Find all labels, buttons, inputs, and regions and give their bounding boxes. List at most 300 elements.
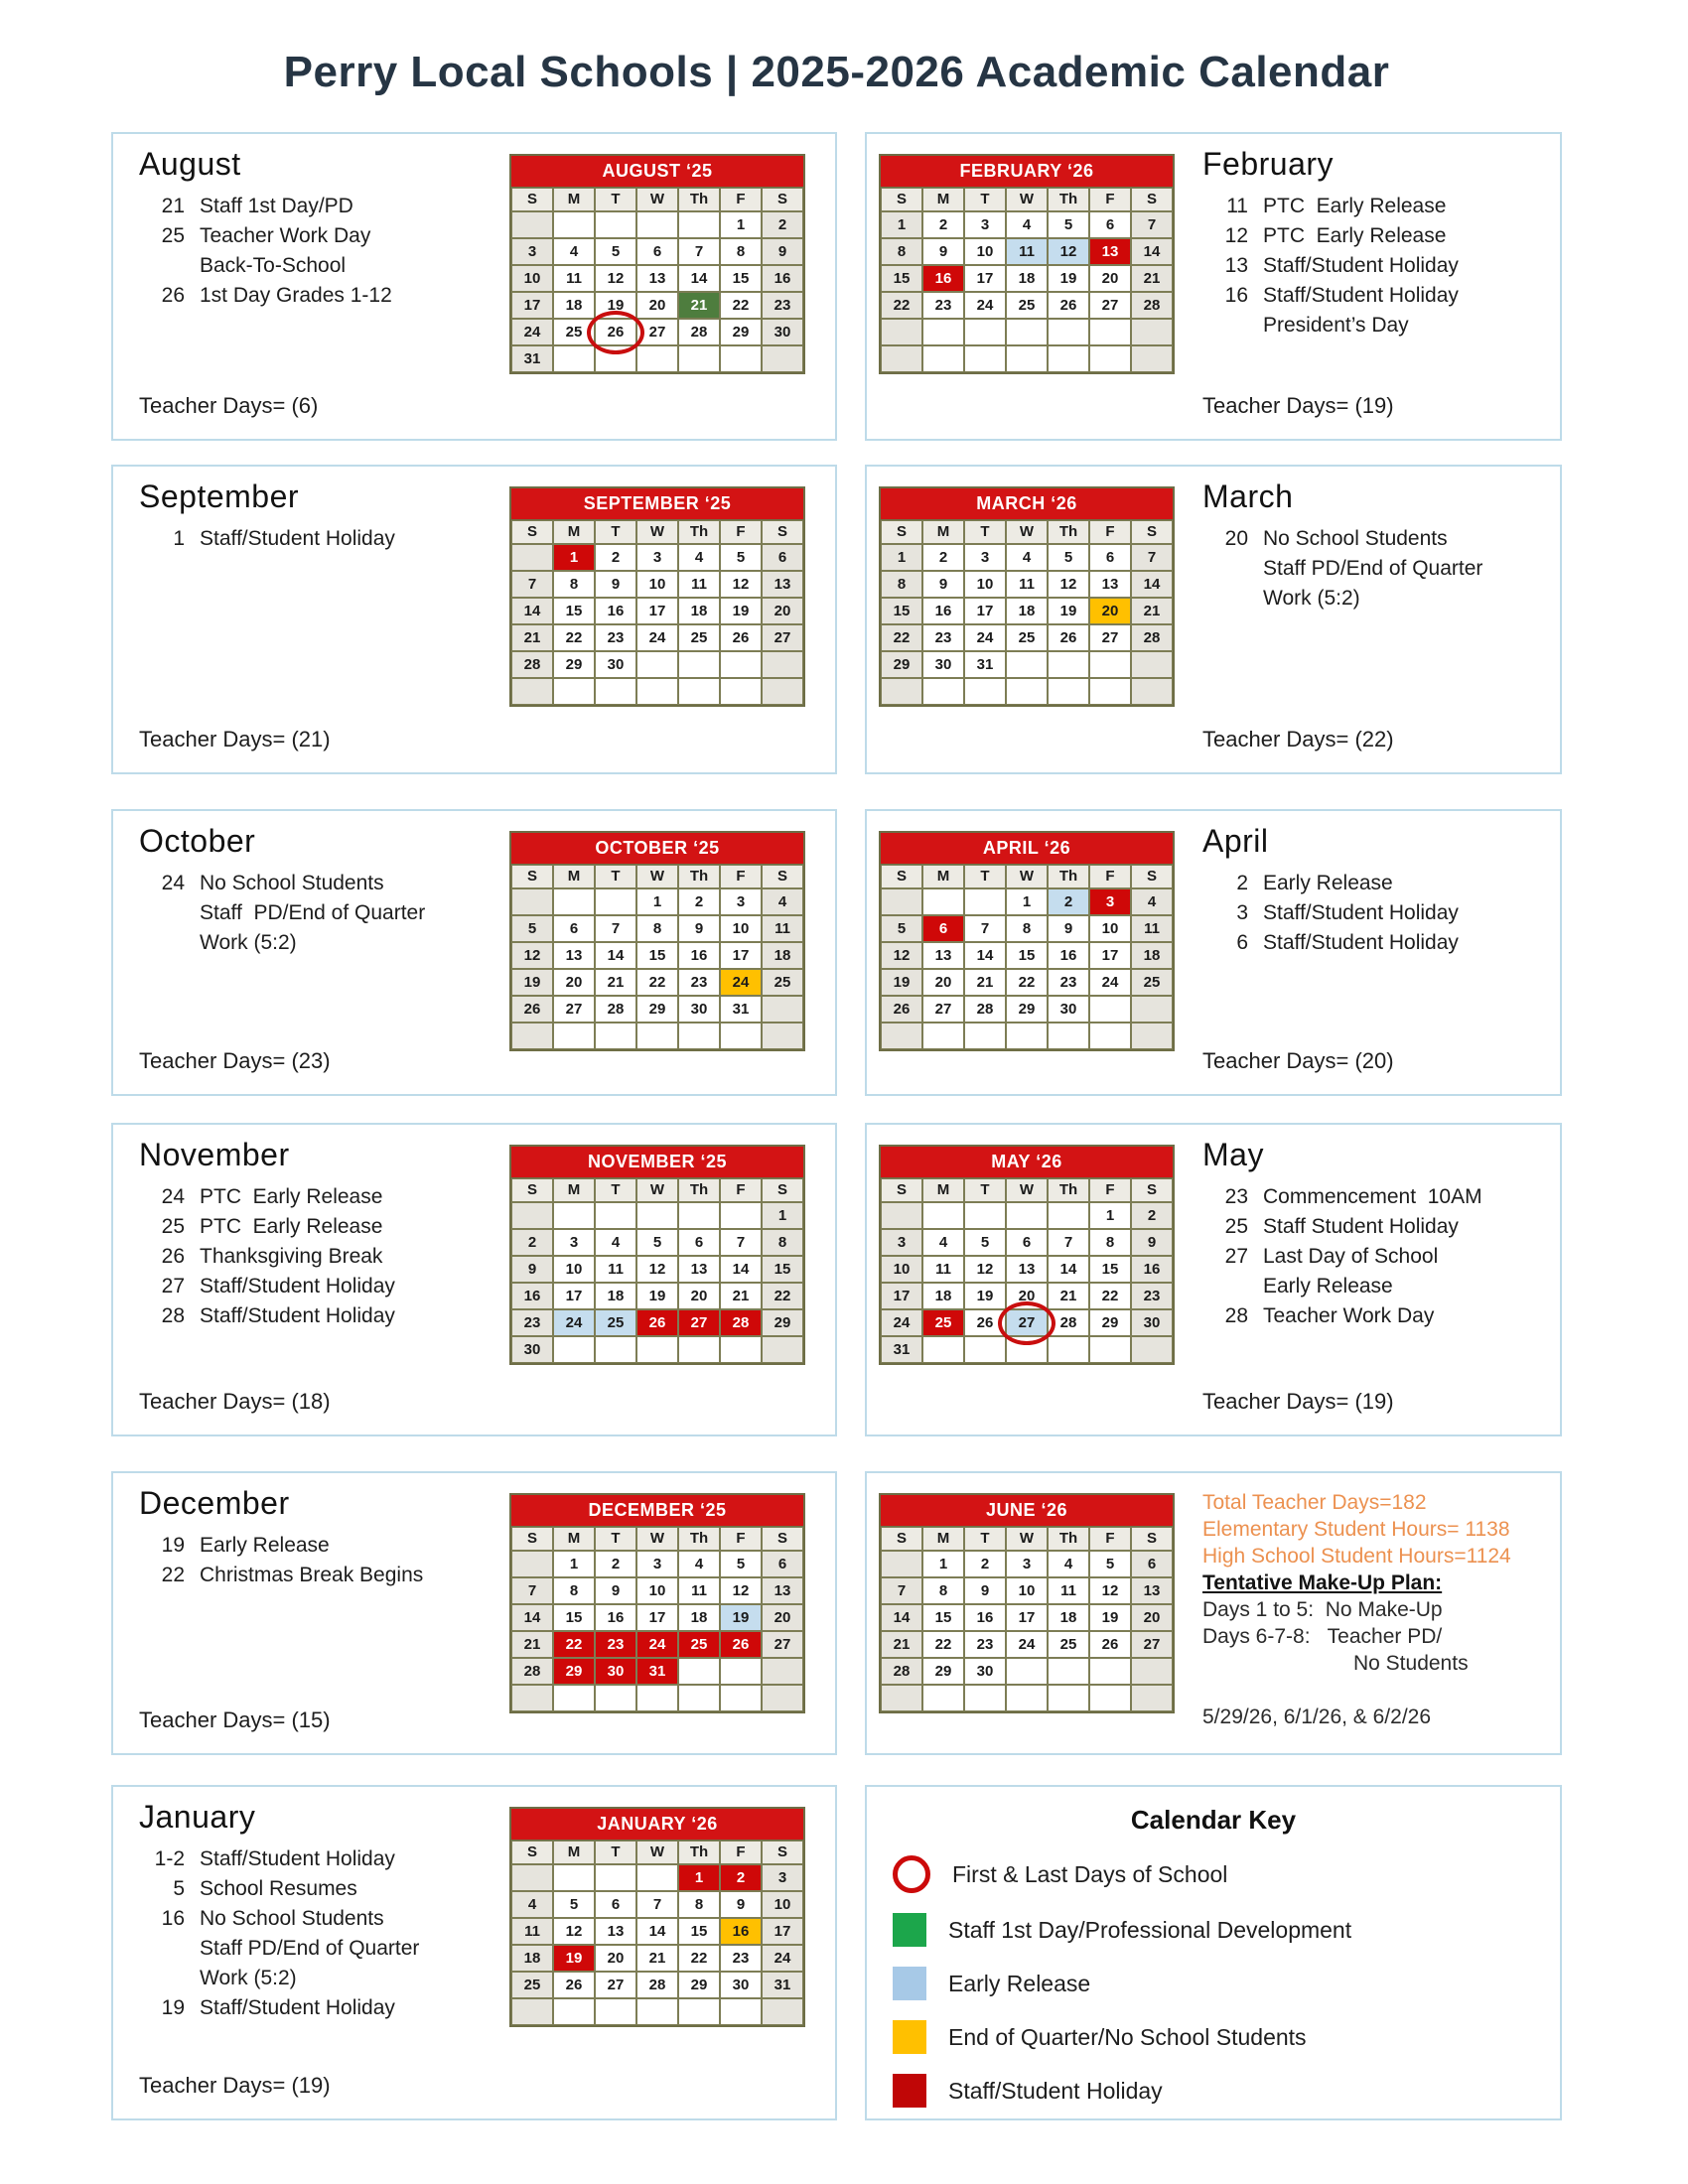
- day-number: 9: [938, 243, 948, 260]
- calendar-grid-december: [511, 1551, 803, 1711]
- day-number: 10: [1018, 1582, 1036, 1599]
- day-header-cell: F: [720, 1527, 762, 1551]
- calendar-empty-cell: [1048, 1658, 1089, 1685]
- calendar-day-cell: [922, 598, 964, 624]
- calendar-day-cell: [1048, 1551, 1089, 1577]
- calendar-day-cell: [1089, 1551, 1131, 1577]
- event-row: [1202, 281, 1459, 311]
- day-number: 14: [1143, 243, 1161, 260]
- calendar-empty-cell: [595, 1864, 636, 1891]
- calendar-empty-cell: [881, 1023, 922, 1049]
- day-number: 17: [648, 603, 666, 619]
- calendar-empty-cell: [511, 211, 553, 238]
- calendar-day-cell: [1131, 624, 1173, 651]
- day-header-cell: S: [511, 188, 553, 211]
- month-info-april: [1202, 823, 1459, 958]
- day-number: 2: [611, 1556, 621, 1572]
- day-header-cell: F: [720, 1178, 762, 1202]
- day-number: 19: [976, 1288, 994, 1304]
- calendar-day-cell: [1048, 888, 1089, 915]
- day-number: 20: [690, 1288, 708, 1304]
- day-number: 12: [1059, 576, 1077, 593]
- calendar-day-cell: [595, 1918, 636, 1945]
- calendar-day-cell: [1048, 624, 1089, 651]
- calendar-empty-cell: [720, 1336, 762, 1363]
- calendar-day-cell: [636, 942, 678, 969]
- month-heading: August: [139, 146, 241, 182]
- event-label: Work (5:2): [1263, 587, 1360, 610]
- day-number: 21: [690, 297, 708, 314]
- calendar-day-cell: [1006, 915, 1048, 942]
- day-number: 9: [777, 243, 787, 260]
- day-number: 29: [1101, 1314, 1119, 1331]
- calendar-day-cell: [922, 915, 964, 942]
- day-number: 25: [523, 1977, 541, 1993]
- calendar-day-cell: [511, 345, 553, 372]
- day-number: 23: [523, 1314, 541, 1331]
- calendar-empty-cell: [762, 1658, 803, 1685]
- calendar-day-cell: [553, 265, 595, 292]
- calendar-empty-cell: [881, 888, 922, 915]
- day-number: 14: [523, 603, 541, 619]
- event-day-number: 6: [1236, 931, 1248, 954]
- calendar-empty-cell: [511, 1998, 553, 2025]
- calendar-day-cell: [1006, 942, 1048, 969]
- day-number: 15: [893, 603, 911, 619]
- make-up-notes: [1202, 1489, 1550, 1730]
- calendar-day-cell: [964, 1604, 1006, 1631]
- event-label: Staff/Student Holiday: [1263, 901, 1459, 924]
- calendar-day-cell: [678, 942, 720, 969]
- day-number: 16: [774, 270, 791, 287]
- calendar-day-cell: [636, 969, 678, 996]
- calendar-day-cell: [595, 624, 636, 651]
- calendar-day-cell: [922, 1256, 964, 1283]
- calendar-title-february: FEBRUARY ‘26: [881, 156, 1173, 188]
- calendar-empty-cell: [1048, 1685, 1089, 1711]
- day-header-cell: S: [511, 865, 553, 888]
- day-number: 16: [607, 1609, 625, 1626]
- key-item-label: Staff 1st Day/Professional Development: [948, 1916, 1352, 1943]
- day-number: 23: [607, 1636, 625, 1653]
- month-box-april: [865, 809, 1562, 1096]
- key-item-label: First & Last Days of School: [952, 1860, 1228, 1887]
- month-box-january: [111, 1785, 837, 2120]
- calendar-empty-cell: [762, 1685, 803, 1711]
- calendar-empty-cell: [1048, 319, 1089, 345]
- event-label: Last Day of School: [1263, 1245, 1439, 1268]
- day-number: 30: [1143, 1314, 1161, 1331]
- day-number: 28: [523, 656, 541, 673]
- day-number: 7: [736, 1234, 746, 1251]
- day-number: 31: [523, 350, 541, 367]
- event-day-number: 19: [161, 1534, 185, 1557]
- note-line: Days 1 to 5: No Make-Up: [1202, 1598, 1443, 1621]
- day-number: 19: [607, 297, 625, 314]
- event-row: [1202, 311, 1459, 341]
- calendar-day-cell: [678, 1256, 720, 1283]
- day-number: 2: [527, 1234, 537, 1251]
- month-box-february: [865, 132, 1562, 441]
- day-number: 9: [736, 1896, 746, 1913]
- day-number: 18: [565, 297, 583, 314]
- day-number: 27: [1018, 1314, 1036, 1331]
- calendar-day-cell: [678, 238, 720, 265]
- day-header-cell: T: [964, 1527, 1006, 1551]
- calendar-day-cell: [720, 1918, 762, 1945]
- day-number: 4: [777, 893, 787, 910]
- day-number: 16: [976, 1609, 994, 1626]
- day-header-cell: Th: [678, 1527, 720, 1551]
- event-day-number: 26: [161, 1245, 185, 1268]
- calendar-day-cell: [964, 211, 1006, 238]
- key-item-label: Early Release: [948, 1970, 1091, 1996]
- event-row: [139, 1561, 423, 1590]
- calendar-day-cell: [1048, 211, 1089, 238]
- event-day-number: 16: [161, 1907, 185, 1930]
- calendar-empty-cell: [553, 1336, 595, 1363]
- mini-calendar-march: [879, 486, 1175, 707]
- calendar-empty-cell: [636, 1864, 678, 1891]
- day-number: 8: [897, 576, 907, 593]
- calendar-empty-cell: [553, 678, 595, 705]
- calendar-day-cell: [881, 265, 922, 292]
- calendar-day-cell: [678, 996, 720, 1023]
- calendar-day-cell: [762, 211, 803, 238]
- day-number: 29: [565, 1663, 583, 1680]
- day-number: 6: [777, 549, 787, 566]
- month-info-february: [1202, 146, 1459, 341]
- day-number: 28: [976, 1001, 994, 1018]
- mini-calendar-october: [509, 831, 805, 1051]
- calendar-empty-cell: [636, 1023, 678, 1049]
- event-day-number: 26: [161, 284, 185, 307]
- calendar-empty-cell: [678, 345, 720, 372]
- calendar-day-cell: [678, 1972, 720, 1998]
- day-number: 6: [1105, 216, 1115, 233]
- day-number: 26: [732, 1636, 750, 1653]
- event-row: [139, 898, 425, 928]
- calendar-empty-cell: [964, 319, 1006, 345]
- day-header-cell: T: [964, 520, 1006, 544]
- event-row: [139, 251, 392, 281]
- mini-calendar-june: [879, 1493, 1175, 1713]
- event-day-number: 28: [161, 1304, 185, 1327]
- calendar-empty-cell: [553, 1864, 595, 1891]
- day-number: 27: [1101, 297, 1119, 314]
- calendar-day-cell: [762, 1577, 803, 1604]
- day-header-cell: F: [720, 188, 762, 211]
- day-number: 19: [732, 603, 750, 619]
- event-day-number: 2: [1236, 872, 1248, 894]
- calendar-day-cell: [881, 238, 922, 265]
- calendar-title-may: MAY ‘26: [881, 1147, 1173, 1178]
- day-of-week-row: [881, 1527, 1173, 1551]
- calendar-day-cell: [1131, 238, 1173, 265]
- calendar-empty-cell: [678, 1685, 720, 1711]
- day-header-cell: M: [553, 188, 595, 211]
- event-row: [139, 869, 425, 898]
- calendar-day-cell: [678, 915, 720, 942]
- calendar-day-cell: [553, 292, 595, 319]
- day-header-cell: S: [881, 520, 922, 544]
- calendar-day-cell: [1131, 211, 1173, 238]
- calendar-empty-cell: [881, 1202, 922, 1229]
- calendar-day-cell: [1089, 1229, 1131, 1256]
- calendar-empty-cell: [1089, 1023, 1131, 1049]
- day-number: 26: [565, 1977, 583, 1993]
- day-number: 10: [648, 1582, 666, 1599]
- calendar-empty-cell: [1131, 1658, 1173, 1685]
- day-number: 27: [774, 1636, 791, 1653]
- calendar-day-cell: [511, 598, 553, 624]
- calendar-day-cell: [964, 1577, 1006, 1604]
- calendar-day-cell: [511, 1918, 553, 1945]
- day-number: 22: [690, 1950, 708, 1967]
- calendar-empty-cell: [1089, 345, 1131, 372]
- calendar-title-june: JUNE ‘26: [881, 1495, 1173, 1527]
- teacher-days-count: Teacher Days= (20): [1202, 1048, 1394, 1073]
- day-number: 18: [690, 1609, 708, 1626]
- event-day-number: [139, 1964, 185, 1993]
- day-number: 14: [648, 1923, 666, 1940]
- day-number: 22: [893, 297, 911, 314]
- day-number: 10: [774, 1896, 791, 1913]
- event-row: [1202, 524, 1482, 554]
- calendar-empty-cell: [881, 319, 922, 345]
- day-number: 26: [1101, 1636, 1119, 1653]
- event-row: [139, 1844, 419, 1874]
- day-number: 30: [934, 656, 952, 673]
- day-number: 5: [736, 1556, 746, 1572]
- month-info-october: [139, 823, 425, 958]
- calendar-day-cell: [720, 969, 762, 996]
- calendar-empty-cell: [762, 996, 803, 1023]
- day-number: 23: [607, 629, 625, 646]
- day-number: 18: [1018, 603, 1036, 619]
- calendar-empty-cell: [964, 1336, 1006, 1363]
- calendar-empty-cell: [1006, 345, 1048, 372]
- day-number: 9: [1063, 920, 1073, 937]
- calendar-empty-cell: [720, 651, 762, 678]
- teacher-days-count: Teacher Days= (6): [139, 393, 319, 418]
- day-header-cell: F: [720, 1841, 762, 1864]
- day-number: 26: [1059, 629, 1077, 646]
- calendar-empty-cell: [511, 544, 553, 571]
- day-number: 6: [1105, 549, 1115, 566]
- calendar-empty-cell: [1048, 345, 1089, 372]
- calendar-day-cell: [678, 1283, 720, 1309]
- calendar-day-cell: [720, 1577, 762, 1604]
- calendar-empty-cell: [1089, 678, 1131, 705]
- day-number: 13: [774, 576, 791, 593]
- calendar-day-cell: [1089, 1283, 1131, 1309]
- calendar-empty-cell: [595, 1998, 636, 2025]
- day-number: 11: [1019, 576, 1035, 593]
- first-last-day-circle-icon: [998, 1301, 1055, 1345]
- calendar-empty-cell: [1131, 345, 1173, 372]
- calendar-day-cell: [881, 624, 922, 651]
- mini-calendar-december: [509, 1493, 805, 1713]
- calendar-empty-cell: [1089, 996, 1131, 1023]
- calendar-day-cell: [636, 544, 678, 571]
- note-line: [1202, 1677, 1550, 1704]
- calendar-empty-cell: [964, 1023, 1006, 1049]
- note-line: Elementary Student Hours= 1138: [1202, 1518, 1510, 1541]
- teacher-days-count: Teacher Days= (19): [139, 2073, 331, 2098]
- month-heading: March: [1202, 478, 1294, 514]
- calendar-title-august: AUGUST ‘25: [511, 156, 803, 188]
- day-number: 21: [523, 629, 541, 646]
- day-number: 13: [607, 1923, 625, 1940]
- calendar-day-cell: [964, 1658, 1006, 1685]
- calendar-day-cell: [511, 996, 553, 1023]
- calendar-day-cell: [1089, 598, 1131, 624]
- calendar-day-cell: [1089, 1256, 1131, 1283]
- calendar-day-cell: [1089, 1631, 1131, 1658]
- calendar-day-cell: [511, 265, 553, 292]
- day-number: 20: [1018, 1288, 1036, 1304]
- calendar-day-cell: [720, 571, 762, 598]
- calendar-day-cell: [636, 238, 678, 265]
- day-number: 31: [976, 656, 994, 673]
- day-number: 5: [1063, 216, 1073, 233]
- calendar-empty-cell: [1089, 1336, 1131, 1363]
- day-number: 24: [1018, 1636, 1036, 1653]
- calendar-empty-cell: [595, 888, 636, 915]
- day-header-cell: Th: [678, 188, 720, 211]
- event-row: [139, 928, 425, 958]
- month-box-december: [111, 1471, 837, 1755]
- event-day-number: [139, 251, 185, 281]
- calendar-day-cell: [636, 1631, 678, 1658]
- day-number: 4: [611, 1234, 621, 1251]
- day-header-cell: S: [1131, 1527, 1173, 1551]
- key-item-end-of-quarter: [893, 2020, 1560, 2054]
- day-number: 15: [565, 1609, 583, 1626]
- day-number: 3: [897, 1234, 907, 1251]
- calendar-day-cell: [678, 265, 720, 292]
- event-label: 1st Day Grades 1-12: [200, 284, 392, 307]
- calendar-day-cell: [762, 1551, 803, 1577]
- calendar-day-cell: [636, 1577, 678, 1604]
- calendar-day-cell: [595, 1891, 636, 1918]
- calendar-day-cell: [678, 1229, 720, 1256]
- day-number: 25: [1143, 974, 1161, 991]
- calendar-day-cell: [553, 1256, 595, 1283]
- day-number: 1: [652, 893, 662, 910]
- day-header-cell: S: [881, 188, 922, 211]
- calendar-empty-cell: [922, 888, 964, 915]
- day-number: 21: [607, 974, 625, 991]
- day-number: 17: [565, 1288, 583, 1304]
- day-number: 5: [980, 1234, 990, 1251]
- day-number: 7: [611, 920, 621, 937]
- end-of-quarter-icon: [893, 2020, 926, 2054]
- calendar-day-cell: [1048, 915, 1089, 942]
- day-number: 10: [976, 576, 994, 593]
- day-number: 22: [732, 297, 750, 314]
- day-number: 25: [690, 629, 708, 646]
- day-of-week-row: [511, 520, 803, 544]
- day-header-cell: S: [762, 1178, 803, 1202]
- calendar-day-cell: [678, 598, 720, 624]
- day-header-cell: S: [762, 1841, 803, 1864]
- day-number: 21: [732, 1288, 750, 1304]
- day-header-cell: T: [595, 1841, 636, 1864]
- calendar-day-cell: [720, 1631, 762, 1658]
- day-number: 5: [569, 1896, 579, 1913]
- day-number: 31: [893, 1341, 911, 1358]
- calendar-day-cell: [678, 1918, 720, 1945]
- calendar-key-box: [865, 1785, 1562, 2120]
- calendar-day-cell: [678, 1631, 720, 1658]
- day-number: 6: [652, 243, 662, 260]
- day-number: 8: [1022, 920, 1032, 937]
- calendar-day-cell: [1089, 292, 1131, 319]
- day-number: 8: [1105, 1234, 1115, 1251]
- month-heading: April: [1202, 823, 1269, 859]
- note-line: Total Teacher Days=182: [1202, 1491, 1427, 1514]
- calendar-grid-february: [881, 211, 1173, 372]
- day-number: 15: [732, 270, 750, 287]
- month-info-november: [139, 1137, 395, 1331]
- day-number: 29: [934, 1663, 952, 1680]
- day-number: 13: [1101, 243, 1119, 260]
- calendar-empty-cell: [922, 1685, 964, 1711]
- calendar-day-cell: [678, 1604, 720, 1631]
- event-row: [1202, 1272, 1482, 1301]
- calendar-day-cell: [1089, 1309, 1131, 1336]
- calendar-day-cell: [553, 1658, 595, 1685]
- calendar-day-cell: [511, 942, 553, 969]
- event-label: Staff/Student Holiday: [1263, 254, 1459, 277]
- day-number: 16: [732, 1923, 750, 1940]
- day-number: 16: [934, 270, 952, 287]
- day-number: 22: [893, 629, 911, 646]
- event-day-number: 3: [1236, 901, 1248, 924]
- calendar-day-cell: [553, 598, 595, 624]
- day-header-cell: M: [922, 1178, 964, 1202]
- day-number: 11: [774, 920, 790, 937]
- calendar-day-cell: [720, 319, 762, 345]
- calendar-day-cell: [595, 598, 636, 624]
- calendar-empty-cell: [922, 1202, 964, 1229]
- day-number: 17: [523, 297, 541, 314]
- page-title: Perry Local Schools | 2025-2026 Academic Calendar: [283, 48, 1390, 96]
- day-number: 10: [648, 576, 666, 593]
- day-number: 24: [648, 1636, 666, 1653]
- day-number: 1: [569, 549, 579, 566]
- mini-calendar-november: [509, 1145, 805, 1365]
- day-number: 6: [694, 1234, 704, 1251]
- month-info-march: [1202, 478, 1482, 614]
- day-number: 27: [565, 1001, 583, 1018]
- day-number: 25: [774, 974, 791, 991]
- event-row: [139, 524, 395, 554]
- month-box-october: [111, 809, 837, 1096]
- day-header-cell: W: [1006, 188, 1048, 211]
- calendar-day-cell: [922, 1283, 964, 1309]
- calendar-day-cell: [636, 1256, 678, 1283]
- day-number: 17: [893, 1288, 911, 1304]
- calendar-day-cell: [1048, 571, 1089, 598]
- event-day-number: [1202, 554, 1248, 584]
- calendar-day-cell: [553, 651, 595, 678]
- day-number: 14: [893, 1609, 911, 1626]
- calendar-day-cell: [511, 1891, 553, 1918]
- calendar-day-cell: [1006, 1604, 1048, 1631]
